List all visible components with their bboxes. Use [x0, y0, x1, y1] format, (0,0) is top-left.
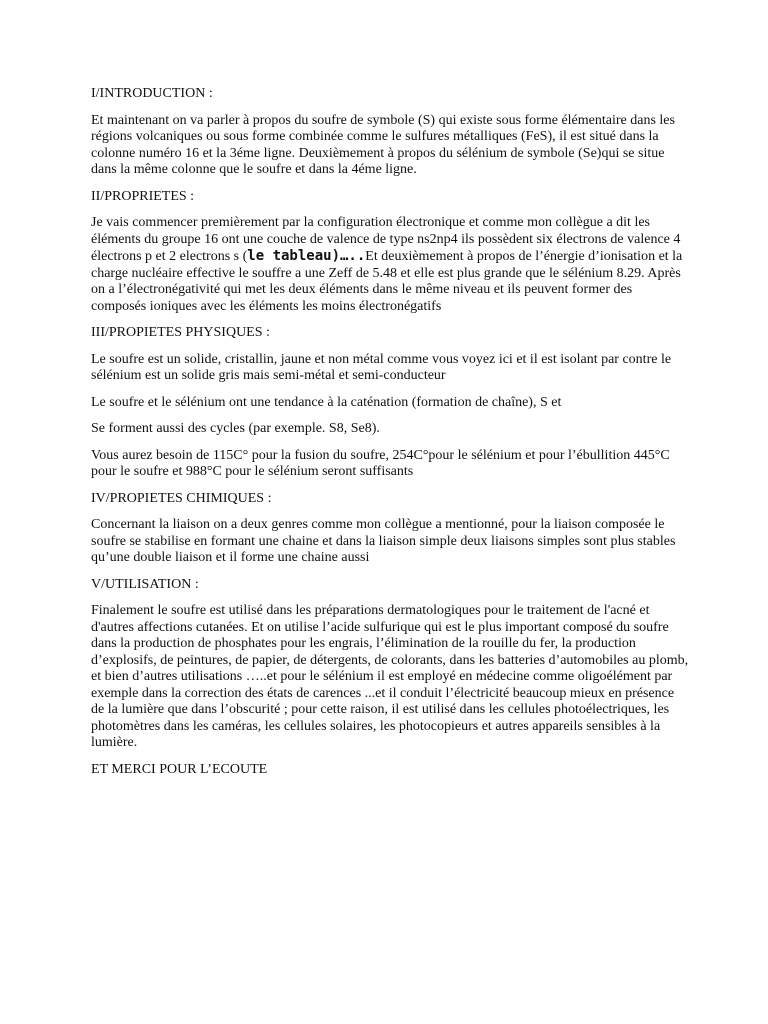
section-heading-proprietes-physiques: III/PROPIETES PHYSIQUES :: [91, 325, 270, 340]
proprietes-text-part-1: Je vais commencer premièrement par la configuration électronique et comme mon collègue a dit les éléments du groupe 16 ont une couche de valence de type ns2np4 ils possèdent six électrons de valence 4 électrons p et 2 electrons s (: [91, 215, 681, 264]
proprietes-text-part-2: Et deuxièmement à propos de l’énergie d’ionisation et la charge nucléaire effective le souffre a une Zeff de 5.48 et elle est plus grande que le sélénium 8.29. Après on a l’électronégativité qui met les deux éléments dans le même niveau et ils peuvent former des composés ioniques avec les éléments les moins électronégatifs: [91, 249, 683, 314]
chimiques-paragraph: Concernant la liaison on a deux genres comme mon collègue a mentionné, pour la liaison composée le soufre se stabilise en formant une chaine et dans la liaison simple deux liaisons simples sont plus stables qu’une double liaison et il forme une chaine aussi: [91, 517, 676, 565]
physiques-paragraph-2: Le soufre et le sélénium ont une tendance à la caténation (formation de chaîne), S et: [91, 394, 562, 410]
proprietes-paragraph: [91, 215, 689, 315]
physiques-paragraph-1: Le soufre est un solide, cristallin, jaune et non métal comme vous voyez ici et il est isolant par contre le sélénium est un solide gris mais semi-métal et semi-conducteur: [91, 351, 672, 383]
utilisation-paragraph: Finalement le soufre est utilisé dans les préparations dermatologiques pour le traitement de l'acné et d'autres affections cutanées. Et on utilise l’acide sulfurique qui est le plus important composé du soufre dans la production de phosphates pour les engrais, l’élimination de la rouille du fer, la production d’explosifs, de peintures, de papier, de détergents, de colorants, dans les batteries d’automobiles au plomb, et bien d’autres utilisations …..et pour le sélénium il est employé en médecine comme oligoélément par exemple dans la correction des états de carences ...et il conduit l’électricité beaucoup mieux en présence de la lumière que dans l’obscurité ; pour cette raison, il est utilisé dans les cellules photoélectriques, les photomètres dans les caméras, les cellules solaires, les photocopieurs et autres appareils sensibles à la lumière.: [91, 603, 689, 750]
physiques-paragraph-3: Se forment aussi des cycles (par exemple. S8, Se8).: [91, 421, 380, 436]
closing-line: ET MERCI POUR L’ECOUTE: [91, 761, 268, 777]
document-page: [91, 86, 689, 788]
section-heading-utilisation: V/UTILISATION :: [91, 576, 199, 592]
introduction-paragraph: Et maintenant on va parler à propos du soufre de symbole (S) qui existe sous forme élémentaire dans les régions volcaniques ou sous forme combinée comme le sulfures métalliques (FeS), il est situé dans la colonne numéro 16 et la 3éme ligne. Deuxièmement à propos du sélénium de symbole (Se)qui se situe dans la même colonne que le soufre et dans la 4éme ligne.: [91, 112, 675, 177]
section-heading-proprietes-chimiques: IV/PROPIETES CHIMIQUES :: [91, 490, 272, 506]
section-heading-proprietes: II/PROPRIETES :: [91, 188, 195, 204]
tableau-reference: le tableau)…..: [247, 248, 366, 264]
section-heading-introduction: I/INTRODUCTION :: [91, 86, 213, 101]
physiques-paragraph-4: Vous aurez besoin de 115C° pour la fusion du soufre, 254C°pour le sélénium et pour l’ébullition 445°C pour le soufre et 988°C pour le sélénium seront suffisants: [91, 447, 670, 479]
